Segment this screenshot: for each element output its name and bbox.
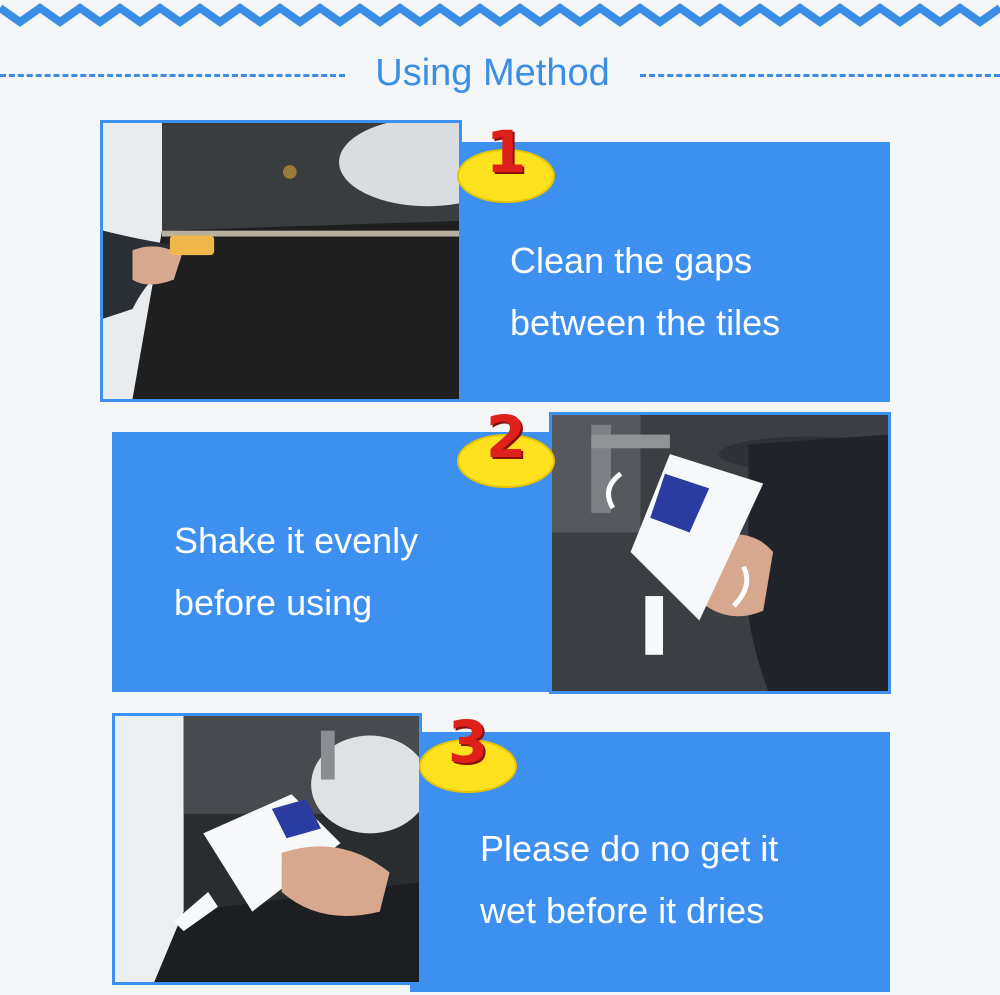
step-2-number: 2: [485, 403, 527, 471]
step-1-photo: [100, 120, 462, 402]
step-2-photo: [549, 412, 891, 694]
step-1-badge: [456, 118, 556, 208]
step-2-caption: [174, 510, 418, 634]
step-3-number: 3: [447, 708, 489, 776]
step-3-caption: [480, 818, 778, 942]
page-title: Using Method: [375, 52, 610, 94]
step-1-line-1: Clean the gaps: [510, 240, 753, 281]
step-3-line-2: wet before it dries: [480, 890, 765, 931]
step-3-photo: [112, 713, 422, 985]
step-2-line-1: Shake it evenly: [174, 520, 419, 561]
section-header: [0, 50, 1000, 100]
zigzag-border: [0, 0, 1000, 30]
header-divider-right: [640, 74, 1000, 77]
step-1-number: 1: [485, 118, 527, 186]
step-1-line-2: between the tiles: [510, 302, 781, 343]
step-2-line-2: before using: [174, 582, 373, 623]
step-3-line-1: Please do no get it: [480, 828, 779, 869]
step-1-caption: [510, 230, 780, 354]
header-divider-left: [0, 74, 345, 77]
step-2-badge: [456, 403, 556, 493]
step-3-badge: [418, 708, 518, 798]
